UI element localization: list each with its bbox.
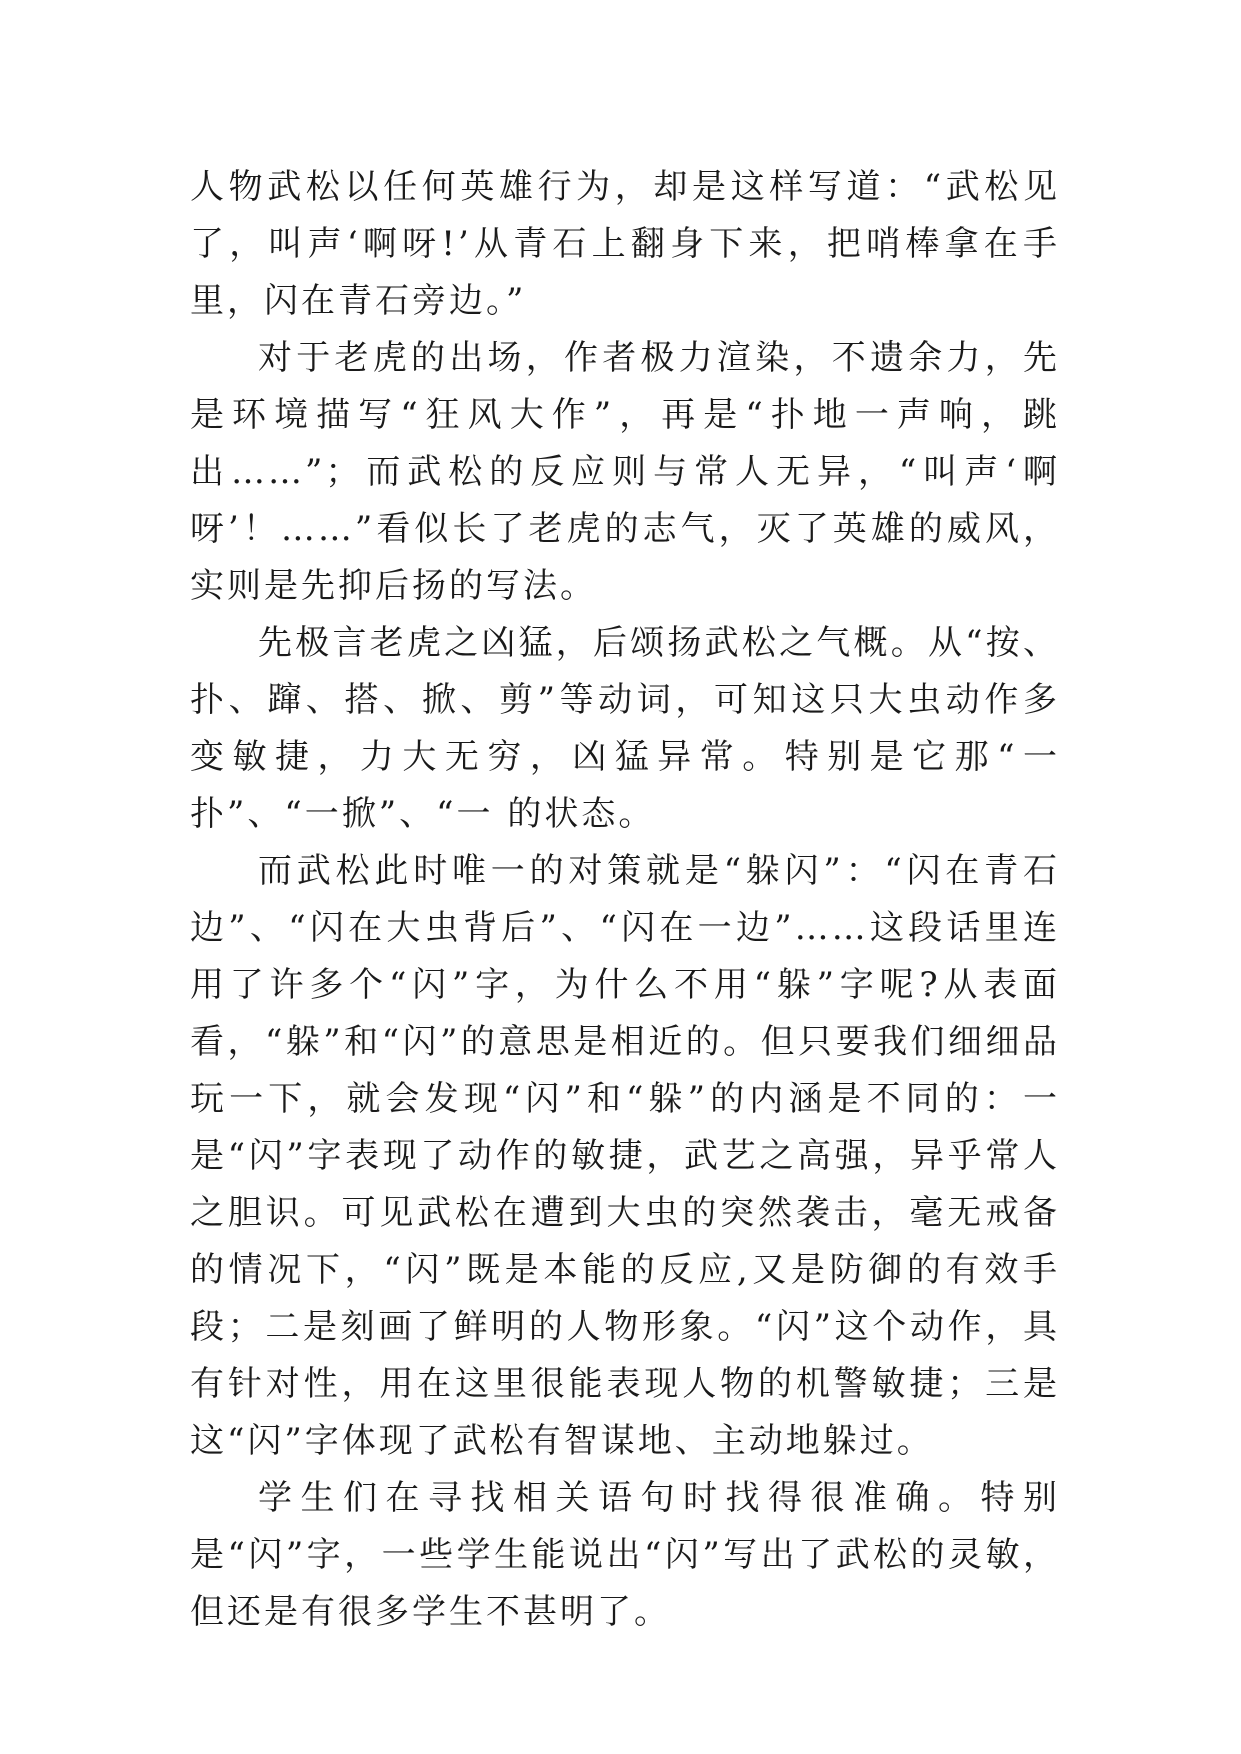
paragraph-student-reflection: 学生们在寻找相关语句时找得很准确。特别是“闪”字，一些学生能说出“闪”写出了武松的灵敏，但还是有很多学生不甚明了。 [190, 1478, 1060, 1632]
document-body [190, 159, 1060, 1641]
paragraph-tiger-appearance: 对于老虎的出场，作者极力渲染，不遗余力，先是环境描写“狂风大作”，再是“扑地一声响，跳出……”；而武松的反应则与常人无异，“叫声‘啊呀’！……”看似长了老虎的志气，灭了英雄的威风，实则是先抑后扬的写法。 [190, 338, 1060, 606]
paragraph-continuation: 人物武松以任何英雄行为，却是这样写道：“武松见了，叫声‘啊呀!’从青石上翻身下来，把哨棒拿在手里，闪在青石旁边。” [190, 167, 1060, 321]
paragraph-dodge-analysis: 而武松此时唯一的对策就是“躲闪”：“闪在青石边”、“闪在大虫背后”、“闪在一边”……这段话里连用了许多个“闪”字，为什么不用“躲”字呢?从表面看，“躲”和“闪”的意思是相近的。但只要我们细细品玩一下，就会发现“闪”和“躲”的内涵是不同的：一是“闪”字表现了动作的敏捷，武艺之高强，异乎常人之胆识。可见武松在遭到大虫的突然袭击，毫无戒备的情况下，“闪”既是本能的反应,又是防御的有效手段；二是刻画了鲜明的人物形象。“闪”这个动作，具有针对性，用在这里很能表现人物的机警敏捷；三是这“闪”字体现了武松有智谋地、主动地躲过。 [190, 851, 1060, 1461]
paragraph-tiger-ferocity: 先极言老虎之凶猛，后颂扬武松之气概。从“按、扑、蹿、搭、掀、剪”等动词，可知这只大虫动作多变敏捷，力大无穷，凶猛异常。特别是它那“一扑”、“一掀”、“一 的状态。 [190, 623, 1060, 834]
